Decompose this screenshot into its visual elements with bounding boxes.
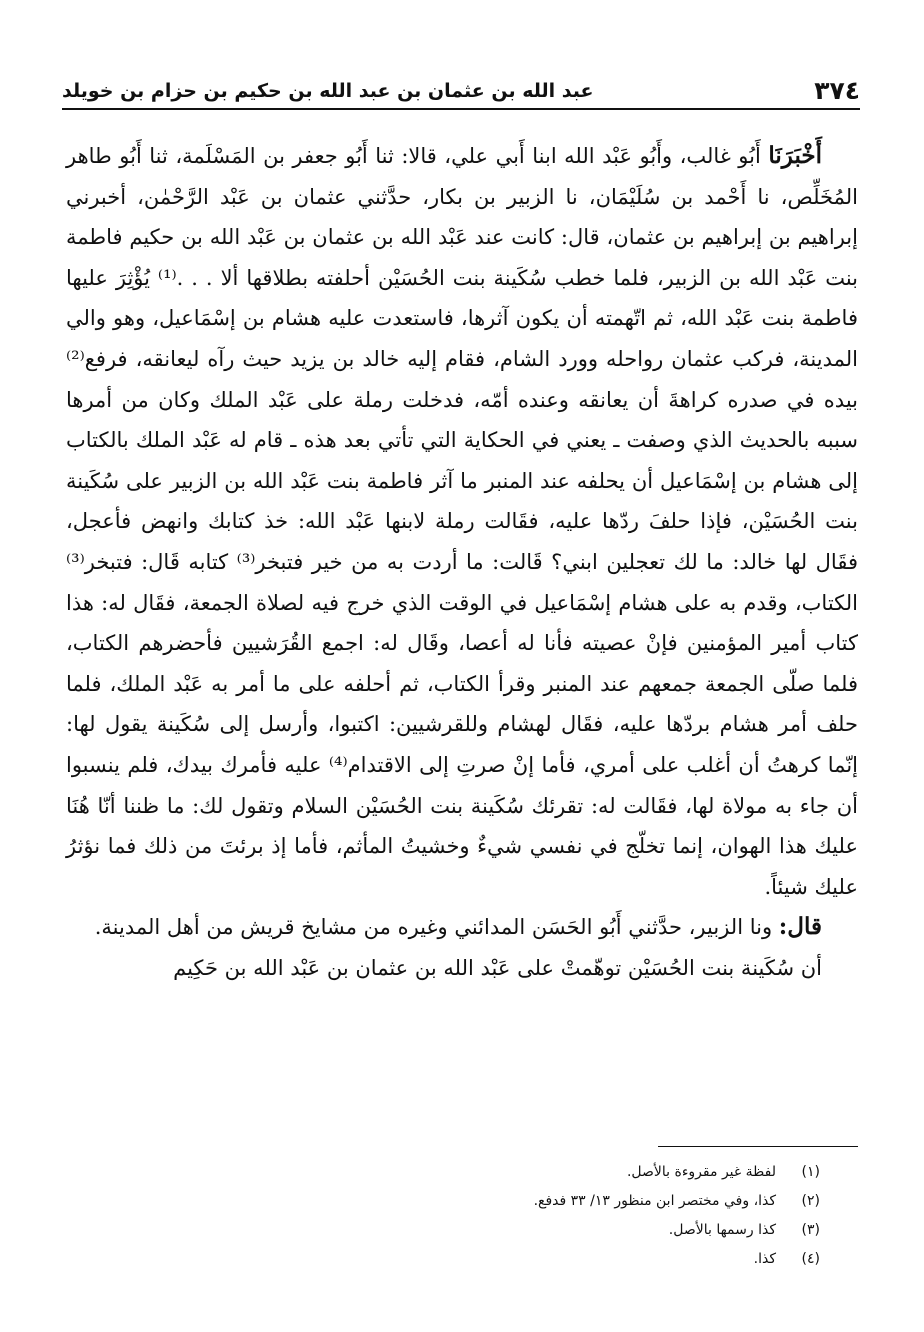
paragraph: [66, 136, 858, 907]
paragraph: [66, 907, 858, 948]
footnote-number: (٤): [801, 1251, 820, 1267]
footnote-text: كذا، وفي مختصر ابن منظور ١٣/ ٣٣ فدفع.: [533, 1193, 776, 1209]
footnote-text: كذا.: [753, 1251, 776, 1267]
footnote-number: (٢): [801, 1193, 820, 1209]
running-header: [62, 66, 860, 106]
page-number: ٣٧٤: [814, 76, 860, 105]
footnote-number: (٣): [801, 1222, 820, 1238]
footnote: [66, 1245, 820, 1274]
footnote: [66, 1216, 820, 1245]
footnote: [66, 1158, 820, 1187]
paragraph-text: ونا الزبير، حدَّثني أَبُو الحَسَن المدائني وغيره من مشايخ قريش من أهل المدينة.: [94, 915, 773, 940]
footnote-text: كذا رسمها بالأصل.: [668, 1222, 776, 1238]
paragraph-text: أَبُو غالب، وأَبُو عَبْد الله ابنا أَبي علي، قالا: ثنا أَبُو جعفر بن المَسْلَمة، ثنا أَبُو طاهر المُخَلِّص، نا أَحْمد بن سُلَيْمَان، نا الزبير بن بكار، حدَّثني عثمان بن عَبْد الرَّحْمٰن، أخبرني إبراهيم بن إبراهيم بن عثمان، قال: كانت عند عَبْد الله بن عثمان بن عَبْد الله بن حكيم فاطمة بنت عَبْد الله بن الزبير، فلما خطب سُكَينة بنت الحُسَيْن أحلفته بطلاقها ألا . . .⁽¹⁾ يُؤْثِرَ عليها فاطمة بنت عَبْد الله، ثم اتّهمته أن يكون آثرها، فاستعدت عليه هشام بن إسْمَاعيل، وهو والي المدينة، فركب عثمان رواحله وورد الشام، فقام إليه خالد بن يزيد حيث رآه ليعانقه، فرفع⁽²⁾ بيده في صدره كراهةَ أن يعانقه وعنده أمّه، فدخلت رملة على عَبْد الملك وكان من أمرها سببه بالحديث الذي وصفت ـ يعني في الحكاية التي تأتي بعد هذه ـ قام له عَبْد الملك بالكتاب إلى هشام بن إسْمَاعيل أن يحلفه عند المنبر ما آثر فاطمة بنت عَبْد الله بن الزبير على سُكَينة بنت الحُسَيْن، فإذا حلفَ ردّها عليه، فقَالت رملة لابنها عَبْد الله: خذ كتابك وانهض فأعجل، فقَال لها خالد: ما لك تعجلين ابني؟ قَالت: ما أردت به من خير فتبخر⁽³⁾ كتابه قَال: فتبخر⁽³⁾ الكتاب، وقدم به على هشام إسْمَاعيل في الوقت الذي خرج فيه لصلاة الجمعة، فقَال له: هذا كتاب أمير المؤمنين فإنْ عصيته فأنا له أعصا، وقَال له: اجمع القُرَشيين فأحضرهم الكتاب، فلما صلّى الجمعة جمعهم عند المنبر وقرأ الكتاب، ثم أحلفه على ما أمر به عَبْد الملك، فلما حلف أمر هشام بردّها عليه، فقَال لهشام وللقرشيين: اكتبوا، وأرسل إلى سُكَينة يقول لها: إنّما كرهتُ أن أغلب على أمري، فأما إنْ صرتِ إلى الاقتدام⁽⁴⁾ عليه فأمرك بيدك، فلم ينسبوا أن جاء به مولاة لها، فقَالت له: تقرئك سُكَينة بنت الحُسَيْن السلام وتقول لك: ما ظننا أنّا هُنَا عليك هذا الهوان، إنما تخلّج في نفسي شيءٌ وخشيتُ المأثم، فأما إذ برئتَ من ذلك فما نؤثرُ عليك شيئاً.: [66, 144, 859, 899]
footnote: [66, 1187, 820, 1216]
footnote-number: (١): [801, 1164, 820, 1180]
running-title: عبد الله بن عثمان بن عبد الله بن حكيم بن حزام بن خويلد: [62, 80, 594, 102]
lead-word: أَخْبَرَنَا: [768, 142, 822, 169]
footnote-text: لفظة غير مقروءة بالأصل.: [626, 1164, 776, 1180]
footnotes: [66, 1158, 820, 1274]
main-text: [66, 136, 858, 988]
header-divider: [62, 108, 860, 110]
footnote-divider: [658, 1146, 858, 1147]
paragraph: [66, 948, 858, 989]
lead-word: قال:: [778, 913, 822, 941]
paragraph-text: أن سُكَينة بنت الحُسَيْن توهّمتْ على عَبْد الله بن عثمان بن عَبْد الله بن حَكِيم: [173, 955, 822, 980]
